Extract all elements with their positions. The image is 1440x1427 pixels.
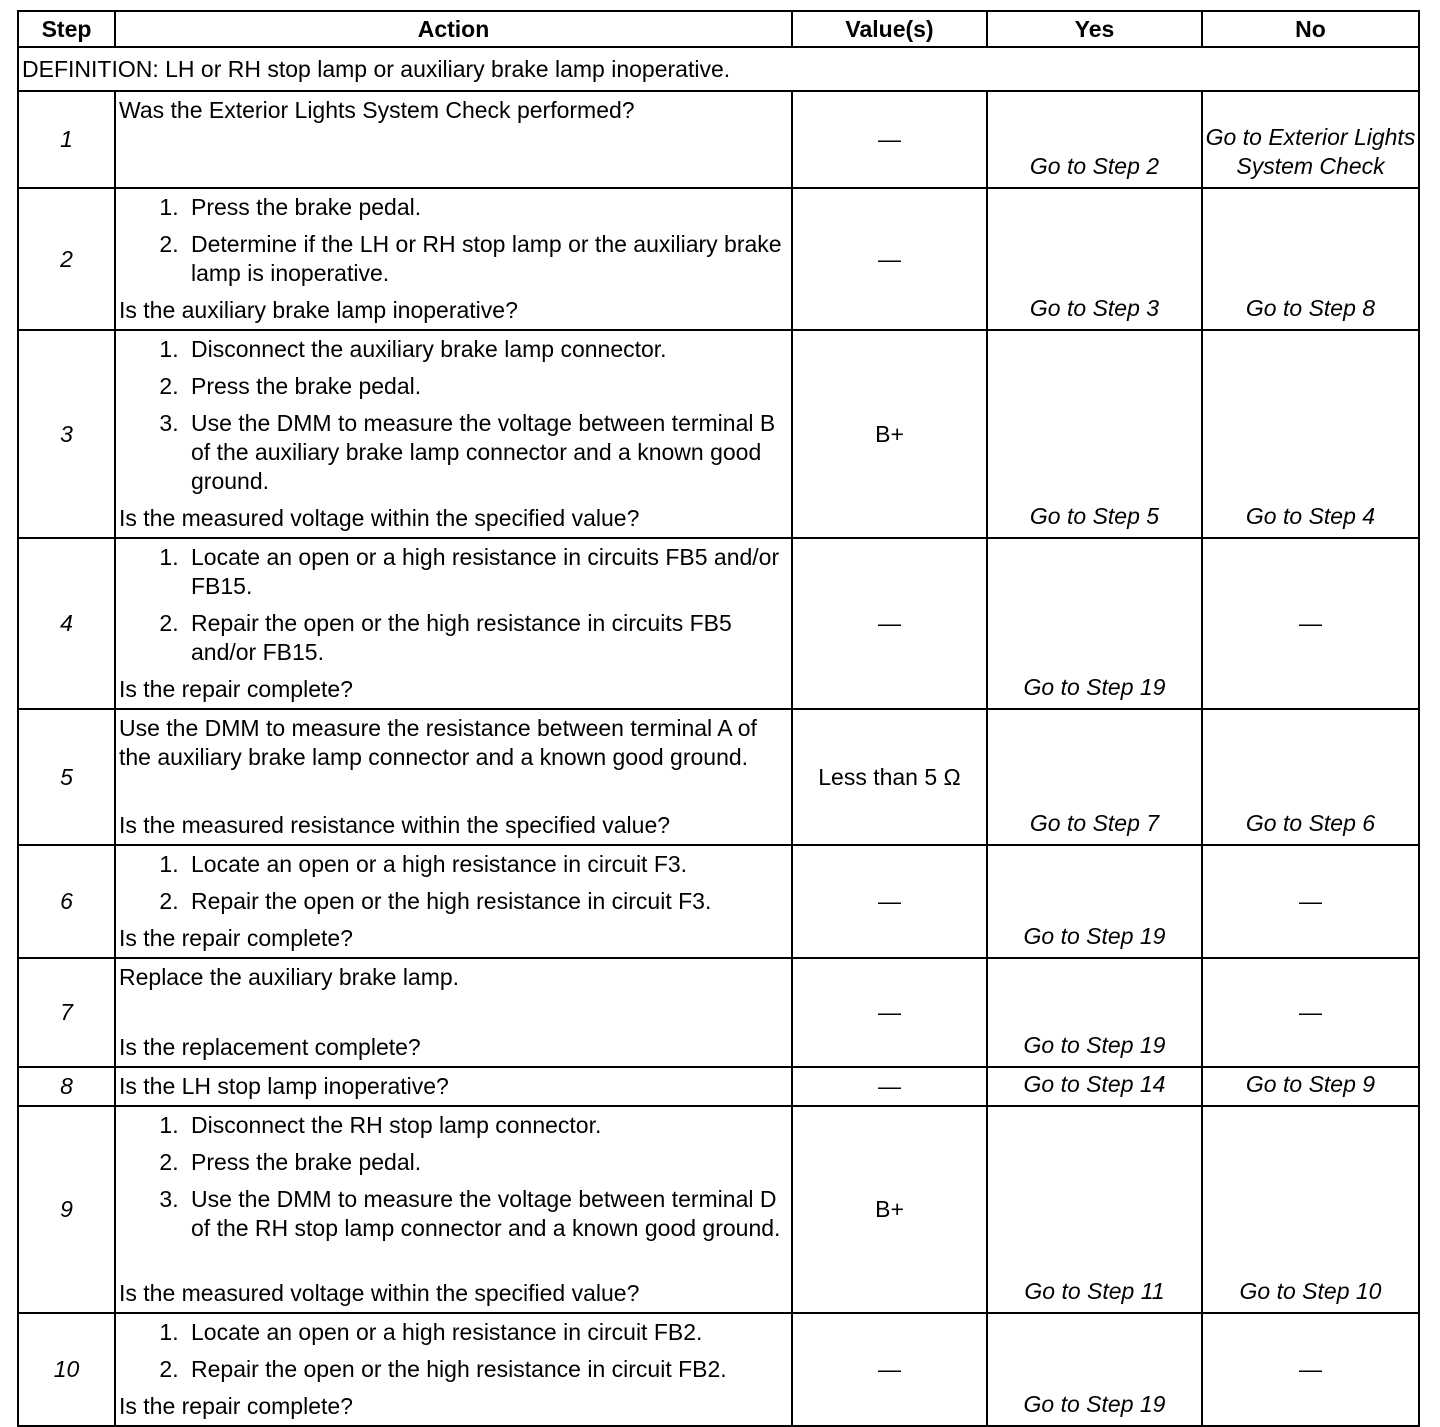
step-number: 9 xyxy=(18,1106,115,1313)
instruction-item: 1. Locate an open or a high resistance in circuits FB5 and/or FB15. xyxy=(185,543,783,601)
value-header: Value(s) xyxy=(792,11,987,47)
instruction-list xyxy=(119,335,783,504)
yes-cell: Go to Step 2 xyxy=(987,91,1202,188)
action-cell xyxy=(115,330,792,538)
no-cell: Go to Step 9 xyxy=(1202,1067,1419,1106)
action-text: Is the LH stop lamp inoperative? xyxy=(119,1073,449,1099)
value-cell: — xyxy=(792,845,987,958)
value-cell: — xyxy=(792,188,987,330)
action-cell xyxy=(115,709,792,845)
definition-row xyxy=(18,47,1419,91)
diagnostic-table xyxy=(17,10,1420,1427)
action-text: Use the DMM to measure the resistance between terminal A of the auxiliary brake lamp connector and a known good ground. xyxy=(119,715,757,770)
definition-text: DEFINITION: LH or RH stop lamp or auxiliary brake lamp inoperative. xyxy=(18,47,1419,91)
action-cell xyxy=(115,188,792,330)
step-number: 8 xyxy=(18,1067,115,1106)
instruction-item: 1. Locate an open or a high resistance in circuit F3. xyxy=(185,850,783,879)
action-header: Action xyxy=(115,11,792,47)
table-row xyxy=(18,1067,1419,1106)
value-cell: B+ xyxy=(792,1106,987,1313)
step-header: Step xyxy=(18,11,115,47)
no-cell: — xyxy=(1202,538,1419,709)
header-row xyxy=(18,11,1419,47)
value-cell: — xyxy=(792,958,987,1067)
instruction-item: 2. Repair the open or the high resistance in circuit FB2. xyxy=(185,1355,783,1384)
step-number: 6 xyxy=(18,845,115,958)
table-row xyxy=(18,330,1419,538)
yes-cell: Go to Step 3 xyxy=(987,188,1202,330)
no-cell: Go to Step 4 xyxy=(1202,330,1419,538)
instruction-item: 2. Press the brake pedal. xyxy=(185,1148,783,1177)
step-number: 10 xyxy=(18,1313,115,1426)
yes-cell: Go to Step 19 xyxy=(987,845,1202,958)
instruction-list xyxy=(119,1318,783,1392)
instruction-item: 1. Disconnect the auxiliary brake lamp connector. xyxy=(185,335,783,364)
value-cell: B+ xyxy=(792,330,987,538)
instruction-list xyxy=(119,543,783,675)
yes-cell: Go to Step 7 xyxy=(987,709,1202,845)
value-cell: — xyxy=(792,1067,987,1106)
action-cell xyxy=(115,538,792,709)
table-row xyxy=(18,188,1419,330)
no-cell: — xyxy=(1202,845,1419,958)
instruction-item: 3. Use the DMM to measure the voltage between terminal D of the RH stop lamp connector and a known good ground. xyxy=(185,1185,783,1243)
action-text: Replace the auxiliary brake lamp. xyxy=(119,964,460,990)
instruction-item: 3. Use the DMM to measure the voltage between terminal B of the auxiliary brake lamp connector and a known good ground. xyxy=(185,409,783,496)
value-cell: — xyxy=(792,538,987,709)
no-cell: — xyxy=(1202,958,1419,1067)
step-number: 3 xyxy=(18,330,115,538)
action-cell xyxy=(115,1313,792,1426)
no-cell: Go to Exterior Lights System Check xyxy=(1202,91,1419,188)
value-cell: — xyxy=(792,1313,987,1426)
table-row xyxy=(18,958,1419,1067)
action-cell xyxy=(115,91,792,188)
table-row xyxy=(18,91,1419,188)
step-number: 1 xyxy=(18,91,115,188)
yes-cell: Go to Step 14 xyxy=(987,1067,1202,1106)
yes-cell: Go to Step 19 xyxy=(987,1313,1202,1426)
table-row xyxy=(18,709,1419,845)
question-text: Is the auxiliary brake lamp inoperative? xyxy=(119,297,518,323)
yes-header: Yes xyxy=(987,11,1202,47)
table-row xyxy=(18,1106,1419,1313)
question-text: Is the measured voltage within the specified value? xyxy=(119,1280,640,1306)
step-number: 7 xyxy=(18,958,115,1067)
instruction-item: 1. Locate an open or a high resistance in circuit FB2. xyxy=(185,1318,783,1347)
action-cell xyxy=(115,1106,792,1313)
instruction-item: 2. Repair the open or the high resistance in circuits FB5 and/or FB15. xyxy=(185,609,783,667)
yes-cell: Go to Step 19 xyxy=(987,538,1202,709)
value-cell: Less than 5 Ω xyxy=(792,709,987,845)
yes-cell: Go to Step 11 xyxy=(987,1106,1202,1313)
instruction-item: 2. Repair the open or the high resistance in circuit F3. xyxy=(185,887,783,916)
value-cell: — xyxy=(792,91,987,188)
question-text: Is the measured resistance within the specified value? xyxy=(119,812,671,838)
action-cell xyxy=(115,958,792,1067)
no-cell: — xyxy=(1202,1313,1419,1426)
yes-cell: Go to Step 19 xyxy=(987,958,1202,1067)
question-text: Is the repair complete? xyxy=(119,925,353,951)
step-number: 2 xyxy=(18,188,115,330)
instruction-item: 1. Press the brake pedal. xyxy=(185,193,783,222)
step-number: 5 xyxy=(18,709,115,845)
no-header: No xyxy=(1202,11,1419,47)
instruction-item: 2. Press the brake pedal. xyxy=(185,372,783,401)
instruction-item: 2. Determine if the LH or RH stop lamp or the auxiliary brake lamp is inoperative. xyxy=(185,230,783,288)
action-cell xyxy=(115,1067,792,1106)
table-row xyxy=(18,845,1419,958)
no-cell: Go to Step 6 xyxy=(1202,709,1419,845)
step-number: 4 xyxy=(18,538,115,709)
table-row xyxy=(18,538,1419,709)
question-text: Is the repair complete? xyxy=(119,1393,353,1419)
action-cell xyxy=(115,845,792,958)
instruction-list xyxy=(119,193,783,296)
question-text: Is the measured voltage within the specified value? xyxy=(119,505,640,531)
yes-cell: Go to Step 5 xyxy=(987,330,1202,538)
question-text: Is the repair complete? xyxy=(119,676,353,702)
instruction-item: 1. Disconnect the RH stop lamp connector. xyxy=(185,1111,783,1140)
no-cell: Go to Step 10 xyxy=(1202,1106,1419,1313)
instruction-list xyxy=(119,1111,783,1251)
instruction-list xyxy=(119,850,783,924)
no-cell: Go to Step 8 xyxy=(1202,188,1419,330)
table-row xyxy=(18,1313,1419,1426)
action-text: Was the Exterior Lights System Check performed? xyxy=(119,97,635,123)
question-text: Is the replacement complete? xyxy=(119,1034,421,1060)
